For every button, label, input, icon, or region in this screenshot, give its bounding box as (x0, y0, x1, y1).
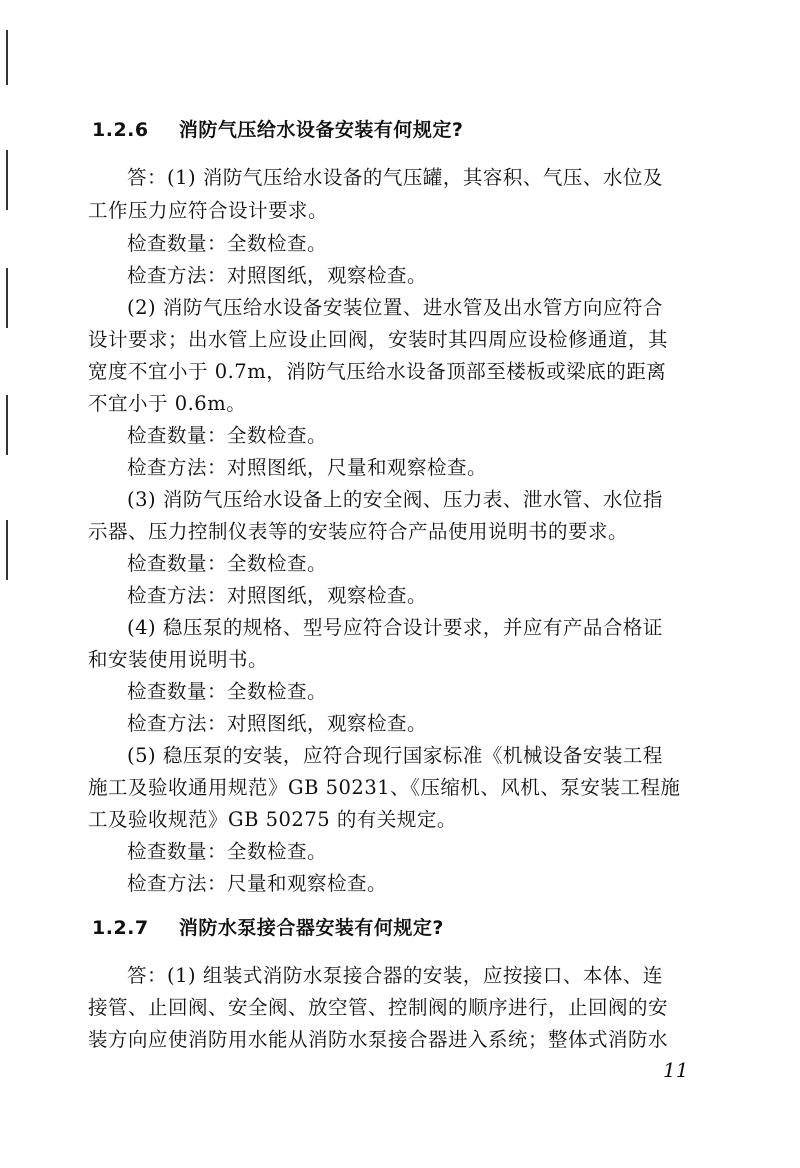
text-line: 宽度不宜小于 0.7m，消防气压给水设备顶部至楼板或梁底的距离 (88, 360, 667, 383)
text-line: 检查方法：对照图纸，观察检查。 (127, 264, 428, 287)
text-line: (3) 消防气压给水设备上的安全阀、压力表、泄水管、水位指 (127, 488, 663, 511)
text-line: 检查数量：全数检查。 (127, 232, 328, 255)
text-line: 检查数量：全数检查。 (127, 840, 328, 863)
text-line: 设计要求；出水管上应设止回阀，安装时其四周应设检修通道，其 (88, 328, 669, 351)
binding-mark (6, 268, 8, 328)
text-line: 检查方法：尺量和观察检查。 (127, 872, 388, 895)
text-line: 答：(1) 组装式消防水泵接合器的安装，应按接口、本体、连 (127, 964, 663, 987)
text-line: 检查数量：全数检查。 (127, 552, 328, 575)
text-line: 检查数量：全数检查。 (127, 424, 328, 447)
text-line: (2) 消防气压给水设备安装位置、进水管及出水管方向应符合 (127, 296, 663, 319)
text-line: 装方向应使消防用水能从消防水泵接合器进入系统；整体式消防水 (88, 1028, 669, 1051)
section-title: 消防水泵接合器安装有何规定? (178, 917, 444, 939)
text-line: 检查方法：对照图纸，观察检查。 (127, 712, 428, 735)
section-number: 1.2.6 (92, 119, 149, 141)
text-line: (5) 稳压泵的安装，应符合现行国家标准《机械设备安装工程 (127, 744, 663, 767)
text-line: 工作压力应符合设计要求。 (88, 199, 329, 222)
text-line: 和安装使用说明书。 (88, 648, 269, 671)
binding-mark (6, 30, 8, 85)
text-line: 检查方法：对照图纸，尺量和观察检查。 (127, 456, 488, 479)
binding-mark (6, 520, 8, 580)
text-line: 答：(1) 消防气压给水设备的气压罐，其容积、气压、水位及 (127, 166, 663, 189)
section-heading (92, 116, 463, 144)
text-line: 接管、止回阀、安全阀、放空管、控制阀的顺序进行，止回阀的安 (88, 996, 669, 1019)
text-line: 工及验收规范》GB 50275 的有关规定。 (88, 808, 457, 831)
page-number: 11 (663, 1058, 689, 1082)
text-line: 不宜小于 0.6m。 (88, 392, 247, 415)
section-heading (92, 914, 444, 942)
text-line: 示器、压力控制仪表等的安装应符合产品使用说明书的要求。 (88, 520, 629, 543)
binding-mark (6, 395, 8, 455)
text-line: (4) 稳压泵的规格、型号应符合设计要求，并应有产品合格证 (127, 616, 663, 639)
text-line: 检查数量：全数检查。 (127, 680, 328, 703)
binding-mark (6, 150, 8, 210)
text-line: 检查方法：对照图纸，观察检查。 (127, 584, 428, 607)
section-number: 1.2.7 (92, 917, 149, 939)
text-line: 施工及验收通用规范》GB 50231、《压缩机、风机、泵安装工程施 (88, 776, 681, 799)
section-title: 消防气压给水设备安装有何规定? (178, 119, 464, 141)
